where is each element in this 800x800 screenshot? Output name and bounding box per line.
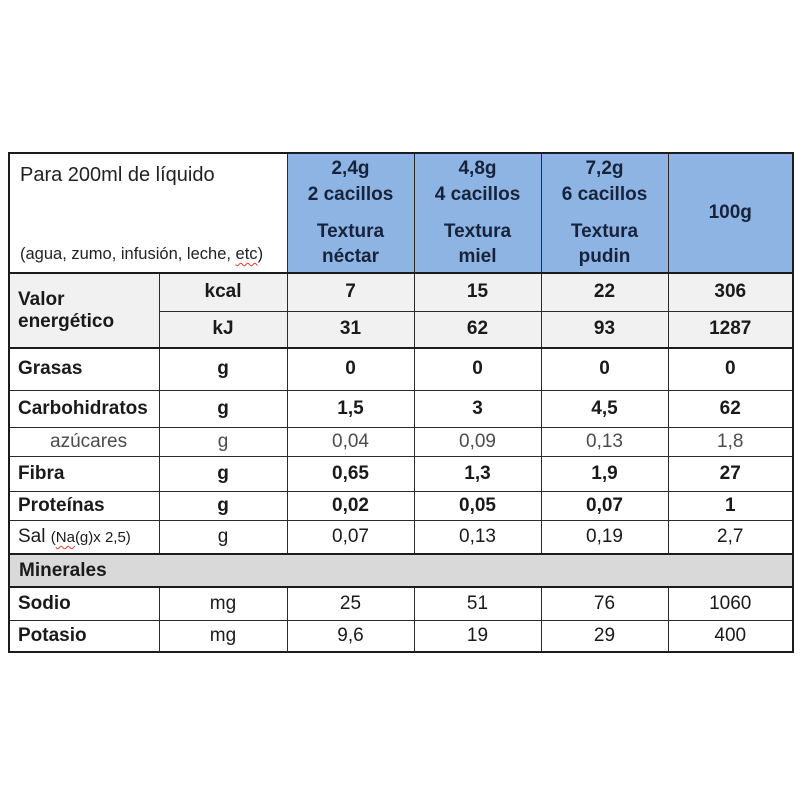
unit-cell: g: [159, 427, 287, 456]
texture-name: pudin: [578, 246, 631, 268]
unit-cell: g: [159, 390, 287, 427]
value-cell: 0,65: [287, 456, 414, 491]
value-cell: 0,04: [287, 427, 414, 456]
value-cell: 1,9: [541, 456, 668, 491]
liquid-header-cell: [9, 153, 287, 273]
value-cell: 306: [668, 273, 793, 311]
dose-scoops: 2 cacillos: [307, 183, 394, 205]
value-cell: 1060: [668, 587, 793, 620]
value-cell: 0: [668, 348, 793, 390]
value-cell: 2,7: [668, 520, 793, 554]
value-cell: 0,02: [287, 491, 414, 520]
value-cell: 62: [414, 311, 541, 348]
liquid-title: Para 200ml de líquido: [20, 164, 215, 186]
value-cell: 0: [541, 348, 668, 390]
value-cell: 0,09: [414, 427, 541, 456]
value-cell: 25: [287, 587, 414, 620]
dose-header-miel: [414, 153, 541, 273]
value-cell: 0,07: [541, 491, 668, 520]
value-cell: 7: [287, 273, 414, 311]
texture-word: Textura: [443, 220, 512, 242]
value-cell: 1,3: [414, 456, 541, 491]
value-cell: 3: [414, 390, 541, 427]
energy-label: Valor energético: [9, 273, 159, 348]
unit-cell: g: [159, 456, 287, 491]
value-cell: 0,07: [287, 520, 414, 554]
mineral-row-potasio: [9, 620, 793, 652]
nutrient-row-grasas: [9, 348, 793, 390]
mineral-row-sodio: [9, 587, 793, 620]
value-cell: 0: [414, 348, 541, 390]
mineral-label: Potasio: [9, 620, 159, 652]
value-cell: 1,5: [287, 390, 414, 427]
header-row: [9, 153, 793, 273]
texture-word: Textura: [570, 220, 639, 242]
value-cell: 0,19: [541, 520, 668, 554]
value-cell: 93: [541, 311, 668, 348]
spellcheck-marked-word: etc: [235, 245, 258, 263]
value-cell: 4,5: [541, 390, 668, 427]
dose-amount: 7,2g: [585, 158, 624, 180]
dose-amount: 2,4g: [331, 158, 370, 180]
nutrition-table: [8, 152, 794, 653]
nutrient-label: Sal (Na(g)x 2,5): [9, 520, 159, 554]
value-cell: 31: [287, 311, 414, 348]
nutrient-label: Grasas: [9, 348, 159, 390]
texture-word: Textura: [316, 220, 385, 242]
unit-cell: mg: [159, 620, 287, 652]
value-cell: 400: [668, 620, 793, 652]
spellcheck-marked-word: Na: [55, 528, 75, 546]
nutrient-label: Fibra: [9, 456, 159, 491]
value-cell: 1,8: [668, 427, 793, 456]
value-cell: 22: [541, 273, 668, 311]
dose-amount: 4,8g: [458, 158, 497, 180]
dose-header-pudin: [541, 153, 668, 273]
value-cell: 15: [414, 273, 541, 311]
unit-kcal: kcal: [159, 273, 287, 311]
value-cell: 62: [668, 390, 793, 427]
value-cell: 19: [414, 620, 541, 652]
liquid-subtitle: (agua, zumo, infusión, leche, etc): [20, 245, 264, 263]
nutrient-row-sal: [9, 520, 793, 554]
value-cell: 1287: [668, 311, 793, 348]
unit-cell: mg: [159, 587, 287, 620]
value-cell: 0,05: [414, 491, 541, 520]
minerals-section-title: Minerales: [9, 554, 793, 587]
texture-name: néctar: [321, 246, 380, 268]
sal-formula-note: (Na(g)x 2,5): [50, 528, 131, 546]
dose-scoops: 4 cacillos: [434, 183, 521, 205]
value-cell: 9,6: [287, 620, 414, 652]
unit-cell: g: [159, 491, 287, 520]
value-cell: 0,13: [414, 520, 541, 554]
mineral-label: Sodio: [9, 587, 159, 620]
unit-cell: g: [159, 348, 287, 390]
nutrient-label: azúcares: [9, 427, 159, 456]
dose-scoops: 6 cacillos: [561, 183, 648, 205]
unit-cell: g: [159, 520, 287, 554]
unit-kj: kJ: [159, 311, 287, 348]
value-cell: 76: [541, 587, 668, 620]
nutrient-row-proteinas: [9, 491, 793, 520]
dose-header-nectar: [287, 153, 414, 273]
value-cell: 1: [668, 491, 793, 520]
value-cell: 0,13: [541, 427, 668, 456]
nutrient-label: Carbohidratos: [9, 390, 159, 427]
nutrient-label: Proteínas: [9, 491, 159, 520]
value-cell: 27: [668, 456, 793, 491]
value-cell: 29: [541, 620, 668, 652]
per100-header-cell: 100g: [668, 153, 793, 273]
nutrient-row-fibra: [9, 456, 793, 491]
nutrient-row-carbohidratos: [9, 390, 793, 427]
texture-name: miel: [458, 246, 497, 268]
energy-kcal-row: [9, 273, 793, 311]
value-cell: 51: [414, 587, 541, 620]
minerals-section-row: [9, 554, 793, 587]
nutrient-row-azucares: [9, 427, 793, 456]
value-cell: 0: [287, 348, 414, 390]
